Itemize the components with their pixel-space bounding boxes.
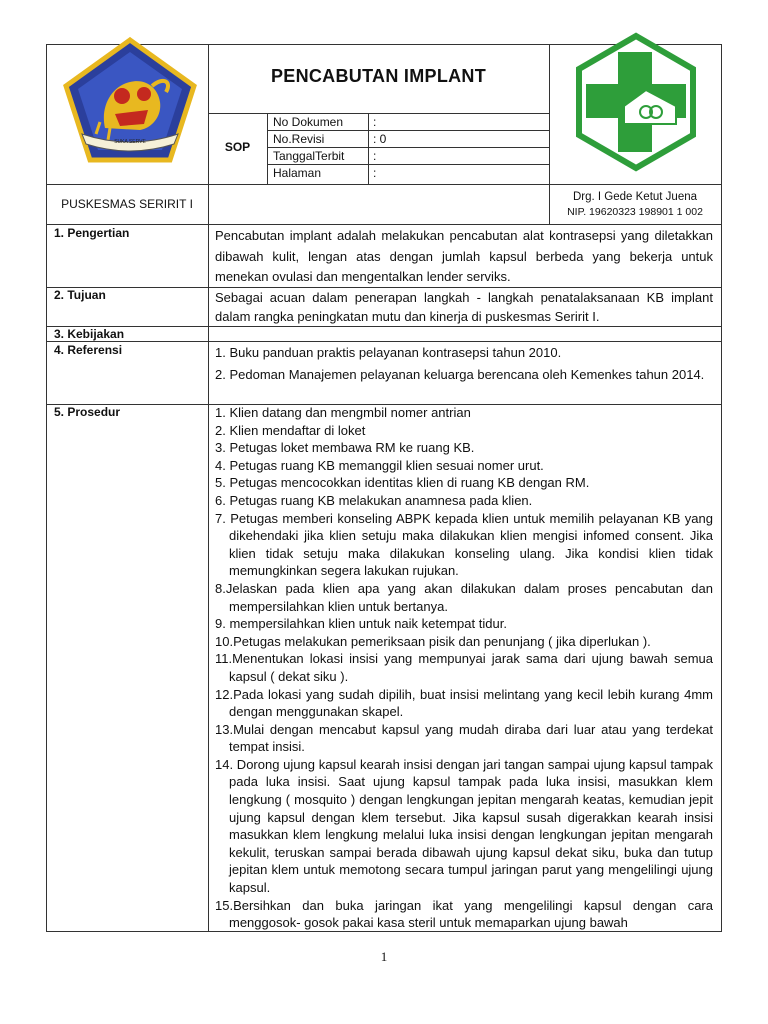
prosedur-step: 3. Petugas loket membawa RM ke ruang KB. bbox=[215, 440, 475, 456]
section-referensi-list bbox=[215, 343, 713, 384]
section-text-tujuan: Sebagai acuan dalam penerapan langkah - langkah penatalaksanaan KB implant dalam rangka peningkatan mutu dan kinerja di puskesmas Seririt I. bbox=[215, 290, 713, 324]
referensi-item: 1. Buku panduan praktis pelayanan kontrasepsi tahun 2010. bbox=[215, 345, 562, 360]
signer-name: Drg. I Gede Ketut Juena bbox=[572, 191, 698, 203]
meta-value-no-dokumen: : bbox=[373, 115, 377, 129]
sop-label: SOP bbox=[224, 140, 251, 154]
section-label-kebijakan: 3. Kebijakan bbox=[54, 327, 125, 341]
signer-nip: NIP. 19620323 198901 1 002 bbox=[567, 206, 703, 218]
prosedur-step: 2. Klien mendaftar di loket bbox=[215, 422, 366, 438]
regency-logo bbox=[60, 36, 200, 166]
section-text-pengertian: Pencabutan implant adalah melakukan pencabutan alat kontrasepsi yang diletakkan dibawah kulit, lengan atas dengan jumlah kapsul berbeda yang bekerja untuk menekan ovulasi dan mengentalkan lender serviks. bbox=[215, 228, 713, 284]
prosedur-step: 10.Petugas melakukan pemeriksaan pisik dan penunjang ( jika diperlukan ). bbox=[215, 633, 651, 649]
prosedur-step: 14. Dorong ujung kapsul kearah insisi dengan jari tangan sampai ujung kapsul tampak pada luka insisi. Saat ujung kapsul tampak pada luka insisi, masukkan klem lengkung ( mosquito ) dengan lengkungan jepitan mengarah keatas, kemudian jepit ujung kapsul dengan klem tersebut. Jika kapsul susah digerakkan kearah insisi masukkan klem lengkung melalui luka insisi dengan lengkungan jepitan mengarah kekulit, teruskan sampai berada dibawah ujung kapsul dekat siku, buka dan tutup jepitan klem untuk memotong secara tumpul jaringan parut yang mengelilingi ujung kapsul. bbox=[215, 756, 713, 896]
meta-label-halaman: Halaman bbox=[273, 166, 322, 180]
page-number: 1 bbox=[380, 949, 388, 964]
section-label-tujuan: 2. Tujuan bbox=[54, 288, 106, 302]
prosedur-step: 5. Petugas mencocokkan identitas klien di ruang KB dengan RM. bbox=[215, 475, 590, 491]
puskesmas-logo bbox=[566, 32, 706, 172]
prosedur-steps bbox=[215, 404, 713, 932]
prosedur-step: 4. Petugas ruang KB memanggil klien sesuai nomer urut. bbox=[215, 457, 544, 473]
logo-banner-text: SUKA SERVE bbox=[114, 139, 146, 145]
prosedur-step: 7. Petugas memberi konseling ABPK kepada klien untuk memilih pelayanan KB yang dikehendaki jika klien setuju maka dilakukan klien mengisi infomed consent. Jika klien tidak setuju maka dilakukan konseling ulang. Jika kondisi klien tidak memungkinkan segera lakukan rujukan. bbox=[215, 510, 713, 579]
prosedur-step: 9. mempersilahkan klien untuk naik ketempat tidur. bbox=[215, 616, 507, 632]
meta-value-tanggal-terbit: : bbox=[373, 149, 377, 163]
prosedur-step: 12.Pada lokasi yang sudah dipilih, buat insisi melintang yang kecil lebih kurang 4mm dengan menggunakan skapel. bbox=[215, 686, 713, 720]
prosedur-step: 1. Klien datang dan mengmbil nomer antrian bbox=[215, 405, 471, 420]
meta-label-tanggal-terbit: TanggalTerbit bbox=[273, 149, 345, 163]
prosedur-step: 8.Jelaskan pada klien apa yang akan dilakukan dalam proses pencabutan dan mempersilahkan klien untuk bertanya. bbox=[215, 580, 713, 614]
meta-label-no-revisi: No.Revisi bbox=[273, 132, 325, 146]
referensi-item: 2. Pedoman Manajemen pelayanan keluarga berencana oleh Kemenkes tahun 2014. bbox=[215, 367, 705, 382]
institution-name: PUSKESMAS SERIRIT I bbox=[61, 197, 193, 211]
meta-value-halaman: : bbox=[373, 166, 377, 180]
prosedur-step: 11.Menentukan lokasi insisi yang mempunyai jarak sama dari ujung bawah semua kapsul ( dekat siku ). bbox=[215, 651, 713, 684]
prosedur-step: 13.Mulai dengan mencabut kapsul yang mudah diraba dari luar atau yang terdekat tempat insisi. bbox=[215, 721, 713, 755]
prosedur-step: 15.Bersihkan dan buka jaringan ikat yang mengelilingi kapsul dengan cara menggosok- gosok pakai kasa steril untuk memaparkan ujung bawah bbox=[215, 897, 713, 931]
prosedur-step: 6. Petugas ruang KB melakukan anamnesa pada klien. bbox=[215, 492, 533, 508]
section-label-referensi: 4. Referensi bbox=[54, 343, 123, 357]
meta-value-no-revisi: : 0 bbox=[373, 132, 387, 146]
section-label-pengertian: 1. Pengertian bbox=[54, 226, 130, 240]
section-label-prosedur: 5. Prosedur bbox=[54, 405, 121, 419]
document-title: PENCABUTAN IMPLANT bbox=[270, 66, 487, 86]
meta-label-no-dokumen: No Dokumen bbox=[273, 115, 344, 129]
